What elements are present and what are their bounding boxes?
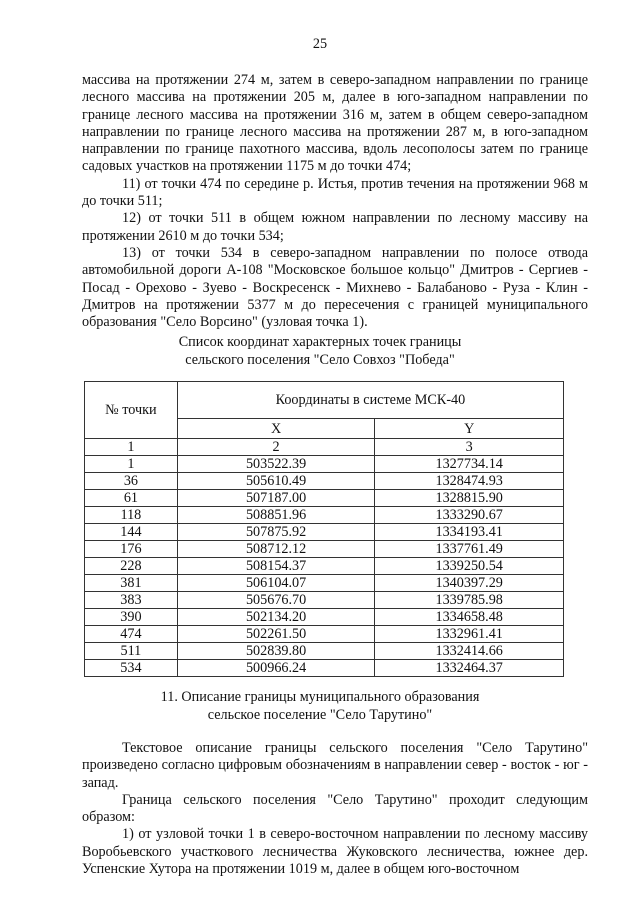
paragraph: массива на протяжении 274 м, затем в северо-западном направлении по границе лесного массива на протяжении 205 м, далее в юго-западном направлении по границе лесного массива на протяжении 316 м, затем в общем северо-западном направлении по границе лесного массива на протяжении 287 м, в юго-западном направлении по границе пахотного массива, вдоль лесополосы затем по границе садовых участков на протяжении 1175 м до точки 474;: [82, 72, 588, 175]
point-number: 61: [85, 490, 178, 507]
heading-line: сельское поселение "Село Тарутино": [207, 706, 433, 723]
paragraph: Текстовое описание границы сельского поселения "Село Тарутино" произведено согласно цифровым обозначениям в направлении север - восток - юг - запад.: [82, 740, 588, 791]
header-y: Y: [375, 419, 564, 439]
x-coordinate: 503522.39: [177, 456, 375, 473]
x-coordinate: 505610.49: [177, 473, 375, 490]
table-row: [85, 592, 564, 609]
y-coordinate: 1340397.29: [375, 575, 564, 592]
point-number: 534: [85, 660, 178, 677]
point-number: 228: [85, 558, 178, 575]
table-row: [85, 643, 564, 660]
header-coords: Координаты в системе МСК-40: [177, 382, 563, 419]
x-coordinate: 507187.00: [177, 490, 375, 507]
table-row: [85, 626, 564, 643]
x-coordinate: 507875.92: [177, 524, 375, 541]
y-coordinate: 1339250.54: [375, 558, 564, 575]
y-coordinate: 1332414.66: [375, 643, 564, 660]
heading-line: 11. Описание границы муниципального образования: [160, 689, 480, 705]
caption-line: сельского поселения "Село Совхоз "Победа": [185, 351, 455, 368]
table-row: [85, 490, 564, 507]
column-number: 1: [85, 439, 178, 456]
point-number: 381: [85, 575, 178, 592]
point-number: 36: [85, 473, 178, 490]
y-coordinate: 1337761.49: [375, 541, 564, 558]
x-coordinate: 505676.70: [177, 592, 375, 609]
table-row: [85, 558, 564, 575]
point-number: 118: [85, 507, 178, 524]
column-number: 2: [177, 439, 375, 456]
table-row: [85, 660, 564, 677]
x-coordinate: 508712.12: [177, 541, 375, 558]
table-row: [85, 456, 564, 473]
y-coordinate: 1327734.14: [375, 456, 564, 473]
header-point: № точки: [85, 382, 178, 439]
y-coordinate: 1332961.41: [375, 626, 564, 643]
x-coordinate: 502261.50: [177, 626, 375, 643]
table-row: [85, 524, 564, 541]
y-coordinate: 1334658.48: [375, 609, 564, 626]
y-coordinate: 1334193.41: [375, 524, 564, 541]
table-row: [85, 575, 564, 592]
table-caption: [0, 334, 640, 369]
y-coordinate: 1339785.98: [375, 592, 564, 609]
x-coordinate: 508851.96: [177, 507, 375, 524]
x-coordinate: 508154.37: [177, 558, 375, 575]
table-row: [85, 609, 564, 626]
section-heading: [0, 689, 640, 724]
caption-line: Список координат характерных точек границы: [178, 334, 462, 350]
table-row: [85, 541, 564, 558]
table-row: [85, 507, 564, 524]
y-coordinate: 1328474.93: [375, 473, 564, 490]
point-number: 390: [85, 609, 178, 626]
bottom-text: [82, 740, 588, 878]
column-number: 3: [375, 439, 564, 456]
x-coordinate: 506104.07: [177, 575, 375, 592]
page-number: 25: [312, 36, 328, 52]
y-coordinate: 1333290.67: [375, 507, 564, 524]
point-number: 474: [85, 626, 178, 643]
y-coordinate: 1332464.37: [375, 660, 564, 677]
point-number: 176: [85, 541, 178, 558]
x-coordinate: 502839.80: [177, 643, 375, 660]
paragraph: 13) от точки 534 в северо-западном направлении по полосе отвода автомобильной дороги А-108 "Московское большое кольцо" Дмитров - Сергиев - Посад - Орехово - Зуево - Воскресенск - Михнево - Балабаново - Руза - Клин - Дмитров на протяжении 5377 м до пересечения с границей муниципального образования "Село Ворсино" (узловая точка 1).: [82, 244, 588, 331]
paragraph: Граница сельского поселения "Село Тарутино" проходит следующим образом:: [82, 791, 588, 826]
paragraph: 1) от узловой точки 1 в северо-восточном направлении по лесному массиву Воробьевского участкового лесничества Жуковского лесничества, южнее дер. Успенские Хутора на протяжении 1019 м, далее в общем юго-восточном: [82, 826, 588, 878]
y-coordinate: 1328815.90: [375, 490, 564, 507]
coordinates-table: [84, 381, 564, 677]
paragraph: 12) от точки 511 в общем южном направлении по лесному массиву на протяжении 2610 м до точки 534;: [82, 210, 588, 244]
point-number: 511: [85, 643, 178, 660]
point-number: 1: [85, 456, 178, 473]
x-coordinate: 500966.24: [177, 660, 375, 677]
header-x: X: [177, 419, 375, 439]
point-number: 144: [85, 524, 178, 541]
x-coordinate: 502134.20: [177, 609, 375, 626]
point-number: 383: [85, 592, 178, 609]
table-row: [85, 473, 564, 490]
top-text: [82, 72, 588, 331]
paragraph: 11) от точки 474 по середине р. Истья, против течения на протяжении 968 м до точки 511;: [82, 175, 588, 210]
